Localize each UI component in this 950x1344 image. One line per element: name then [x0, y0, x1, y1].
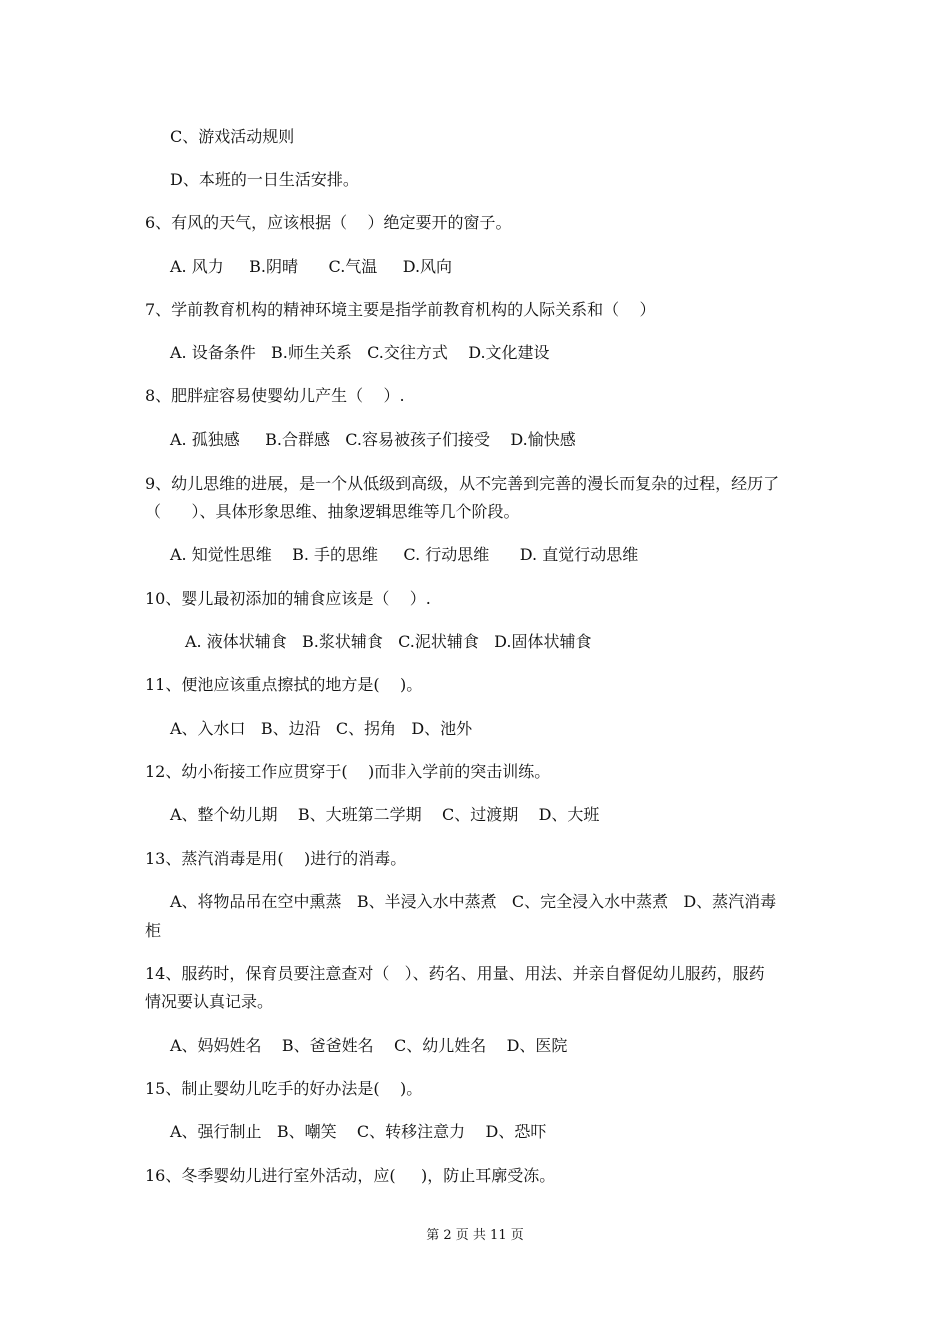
q7-options: A. 设备条件 B.师生关系 C.交往方式 D.文化建设 [170, 343, 550, 362]
q13-options: A、将物品吊在空中熏蒸 B、半浸入水中蒸煮 C、完全浸入水中蒸煮 D、蒸汽消毒 [170, 892, 777, 911]
q6-text: 6、有风的天气，应该根据（ ）绝定要开的窗子。 [145, 213, 512, 232]
q9-text: 9、幼儿思维的进展，是一个从低级到高级，从不完善到完善的漫长而复杂的过程，经历了 [145, 474, 780, 493]
q8-options: A. 孤独感 B.合群感 C.容易被孩子们接受 D.愉快感 [170, 430, 576, 449]
q15-options: A、强行制止 B、嘲笑 C、转移注意力 D、恐吓 [170, 1122, 547, 1141]
q15-text: 15、制止婴幼儿吃手的好办法是( )。 [145, 1079, 423, 1098]
q9-text-continued: （ ）、具体形象思维、抽象逻辑思维等几个阶段。 [145, 502, 520, 521]
q9-options: A. 知觉性思维 B. 手的思维 C. 行动思维 D. 直觉行动思维 [170, 545, 639, 564]
q14-text: 14、服药时，保育员要注意查对（ ）、药名、用量、用法、并亲自督促幼儿服药，服药 [145, 964, 765, 983]
q5-option-c: C、游戏活动规则 [170, 127, 295, 146]
q12-text: 12、幼小衔接工作应贯穿于( )而非入学前的突击训练。 [145, 762, 551, 781]
q5-option-d: D、本班的一日生活安排。 [170, 170, 359, 189]
q11-text: 11、便池应该重点擦拭的地方是( )。 [145, 675, 423, 694]
q13-options-continued: 柜 [145, 921, 162, 940]
q12-options: A、整个幼儿期 B、大班第二学期 C、过渡期 D、大班 [170, 805, 600, 824]
q13-text: 13、蒸汽消毒是用( )进行的消毒。 [145, 849, 407, 868]
q14-options: A、妈妈姓名 B、爸爸姓名 C、幼儿姓名 D、医院 [170, 1036, 568, 1055]
q10-text: 10、婴儿最初添加的辅食应该是（ ）. [145, 589, 431, 608]
q16-text: 16、冬季婴幼儿进行室外活动，应( )，防止耳廓受冻。 [145, 1166, 556, 1185]
page-footer: 第 2 页 共 11 页 [426, 1228, 524, 1243]
q7-text: 7、学前教育机构的精神环境主要是指学前教育机构的人际关系和（ ） [145, 300, 656, 319]
q11-options: A、入水口 B、边沿 C、拐角 D、池外 [170, 719, 473, 738]
q6-options: A. 风力 B.阴晴 C.气温 D.风向 [170, 257, 453, 276]
q14-text-continued: 情况要认真记录。 [145, 992, 274, 1011]
q10-options: A. 液体状辅食 B.浆状辅食 C.泥状辅食 D.固体状辅食 [185, 632, 592, 651]
q8-text: 8、肥胖症容易使婴幼儿产生（ ）. [145, 386, 405, 405]
